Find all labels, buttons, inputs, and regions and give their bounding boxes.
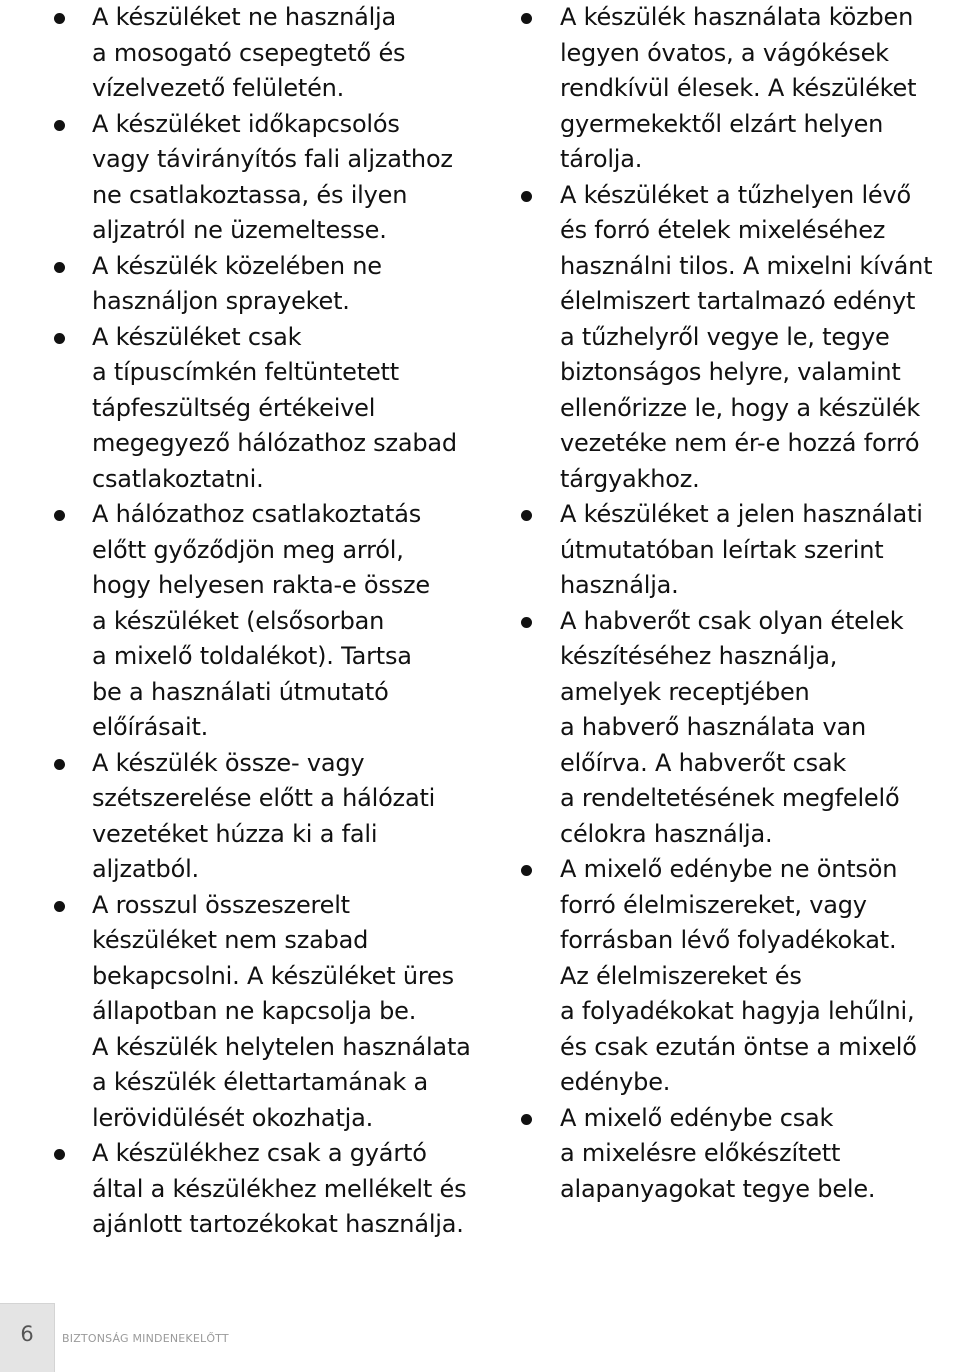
text-line: vagy távirányítós fali aljzathoz	[92, 145, 453, 173]
text-line: célokra használja.	[560, 819, 773, 848]
text-line: megegyező hálózathoz szabad	[92, 429, 457, 457]
text-line: csatlakoztatni.	[92, 464, 264, 493]
text-line: A készüléket időkapcsolós	[92, 109, 400, 138]
text-line: A mixelő edénybe ne öntsön	[560, 855, 898, 883]
text-line: gyermekektől elzárt helyen	[560, 109, 884, 138]
text-line: tápfeszültség értékeivel	[92, 393, 376, 422]
bullet-icon	[521, 510, 532, 521]
text-line: a típuscímkén feltüntetett	[92, 358, 399, 386]
bullet-icon	[521, 617, 532, 628]
text-line: szétszerelése előtt a hálózati	[92, 784, 436, 812]
text-line: aljzatból.	[92, 855, 199, 883]
text-line: a készülék élettartamának a	[92, 1068, 428, 1096]
text-line: készítéséhez használja,	[560, 642, 838, 670]
text-line: A készülék használata közben	[560, 3, 914, 31]
text-line: A készüléket a tűzhelyen lévő	[560, 180, 911, 209]
text-line: vízelvezető felületén.	[92, 74, 345, 102]
text-line: A készülék helytelen használata	[92, 1032, 471, 1061]
list-item	[0, 746, 520, 888]
text-line: A készüléket ne használja	[92, 3, 397, 31]
text-line: használja.	[560, 571, 679, 599]
text-line: ellenőrizze le, hogy a készülék	[560, 393, 921, 422]
text-line: Az élelmiszereket és	[560, 961, 802, 990]
section-title: BIZTONSÁG MINDENEKELŐTT	[62, 1332, 229, 1345]
text-line: lerövidülését okozhatja.	[92, 1103, 374, 1132]
list-item	[508, 852, 960, 1101]
bullet-icon	[54, 1149, 65, 1160]
text-line: vezetéket húzza ki a fali	[92, 819, 378, 848]
text-line: alapanyagokat tegye bele.	[560, 1174, 876, 1203]
text-line: használjon sprayeket.	[92, 287, 350, 315]
bullet-icon	[521, 1114, 532, 1125]
text-line: a mixelésre előkészített	[560, 1139, 841, 1167]
bullet-icon	[54, 13, 65, 24]
list-item	[508, 497, 960, 604]
text-line: legyen óvatos, a vágókések	[560, 38, 889, 67]
list-item	[0, 249, 520, 320]
list-item	[0, 497, 520, 746]
text-line: tárolja.	[560, 145, 643, 173]
text-line: be a használati útmutató	[92, 677, 389, 706]
list-item	[0, 888, 520, 1137]
page-number-box	[0, 1303, 55, 1372]
text-line: használni tilos. A mixelni kívánt	[560, 251, 933, 280]
text-line: állapotban ne kapcsolja be.	[92, 997, 417, 1025]
text-line: amelyek receptjében	[560, 677, 810, 706]
text-line: A habverőt csak olyan ételek	[560, 606, 904, 635]
text-line: a mixelő toldalékot). Tartsa	[92, 642, 412, 670]
bullet-icon	[54, 759, 65, 770]
bullet-icon	[54, 901, 65, 912]
page-number: 6	[20, 1322, 34, 1346]
text-line: forró élelmiszereket, vagy	[560, 890, 867, 919]
page-footer	[0, 1303, 960, 1371]
text-line: útmutatóban leírtak szerint	[560, 535, 884, 564]
text-line: a mosogató csepegtető és	[92, 38, 406, 67]
left-column	[0, 0, 520, 1243]
text-line: biztonságos helyre, valamint	[560, 358, 901, 386]
text-line: vezetéke nem ér-e hozzá forró	[560, 429, 920, 457]
text-line: A készüléket csak	[92, 322, 302, 351]
right-column	[508, 0, 960, 1207]
text-line: a folyadékokat hagyja lehűlni,	[560, 997, 915, 1025]
text-line: előtt győződjön meg arról,	[92, 535, 404, 564]
text-line: edénybe.	[560, 1068, 671, 1096]
bullet-icon	[54, 120, 65, 131]
text-line: A mixelő edénybe csak	[560, 1103, 834, 1132]
bullet-icon	[521, 191, 532, 202]
text-line: a rendeltetésének megfelelő	[560, 784, 900, 812]
list-item	[0, 320, 520, 498]
bullet-icon	[54, 333, 65, 344]
text-line: a készüléket (elsősorban	[92, 606, 385, 635]
text-line: a habverő használata van	[560, 713, 867, 741]
bullet-icon	[521, 865, 532, 876]
text-line: előírásait.	[92, 713, 209, 741]
text-line: ajánlott tartozékokat használja.	[92, 1210, 464, 1238]
text-line: hogy helyesen rakta-e össze	[92, 571, 430, 599]
list-item	[0, 0, 520, 107]
text-line: által a készülékhez mellékelt és	[92, 1174, 467, 1203]
bullet-icon	[521, 13, 532, 24]
list-item	[508, 1101, 960, 1208]
text-line: forrásban lévő folyadékokat.	[560, 926, 897, 954]
text-line: A rosszul összeszerelt	[92, 890, 350, 919]
text-line: élelmiszert tartalmazó edényt	[560, 287, 916, 315]
text-line: a tűzhelyről vegye le, tegye	[560, 322, 890, 351]
list-item	[508, 604, 960, 853]
text-line: és forró ételek mixeléséhez	[560, 216, 886, 244]
text-line: A készüléket a jelen használati	[560, 500, 923, 528]
text-line: rendkívül élesek. A készüléket	[560, 74, 917, 102]
bullet-icon	[54, 510, 65, 521]
text-line: A készülék közelében ne	[92, 251, 382, 280]
text-line: A készülék össze- vagy	[92, 748, 365, 777]
list-item	[508, 0, 960, 178]
text-line: bekapcsolni. A készüléket üres	[92, 961, 454, 990]
list-item	[508, 178, 960, 498]
text-line: A hálózathoz csatlakoztatás	[92, 500, 422, 528]
text-line: előírva. A habverőt csak	[560, 748, 847, 777]
text-line: tárgyakhoz.	[560, 464, 700, 493]
list-item	[0, 1136, 520, 1243]
text-line: készüléket nem szabad	[92, 926, 369, 954]
list-item	[0, 107, 520, 249]
text-line: A készülékhez csak a gyártó	[92, 1139, 427, 1167]
text-line: és csak ezután öntse a mixelő	[560, 1032, 917, 1061]
text-line: ne csatlakoztassa, és ilyen	[92, 180, 408, 209]
text-line: aljzatról ne üzemeltesse.	[92, 216, 387, 244]
bullet-icon	[54, 262, 65, 273]
